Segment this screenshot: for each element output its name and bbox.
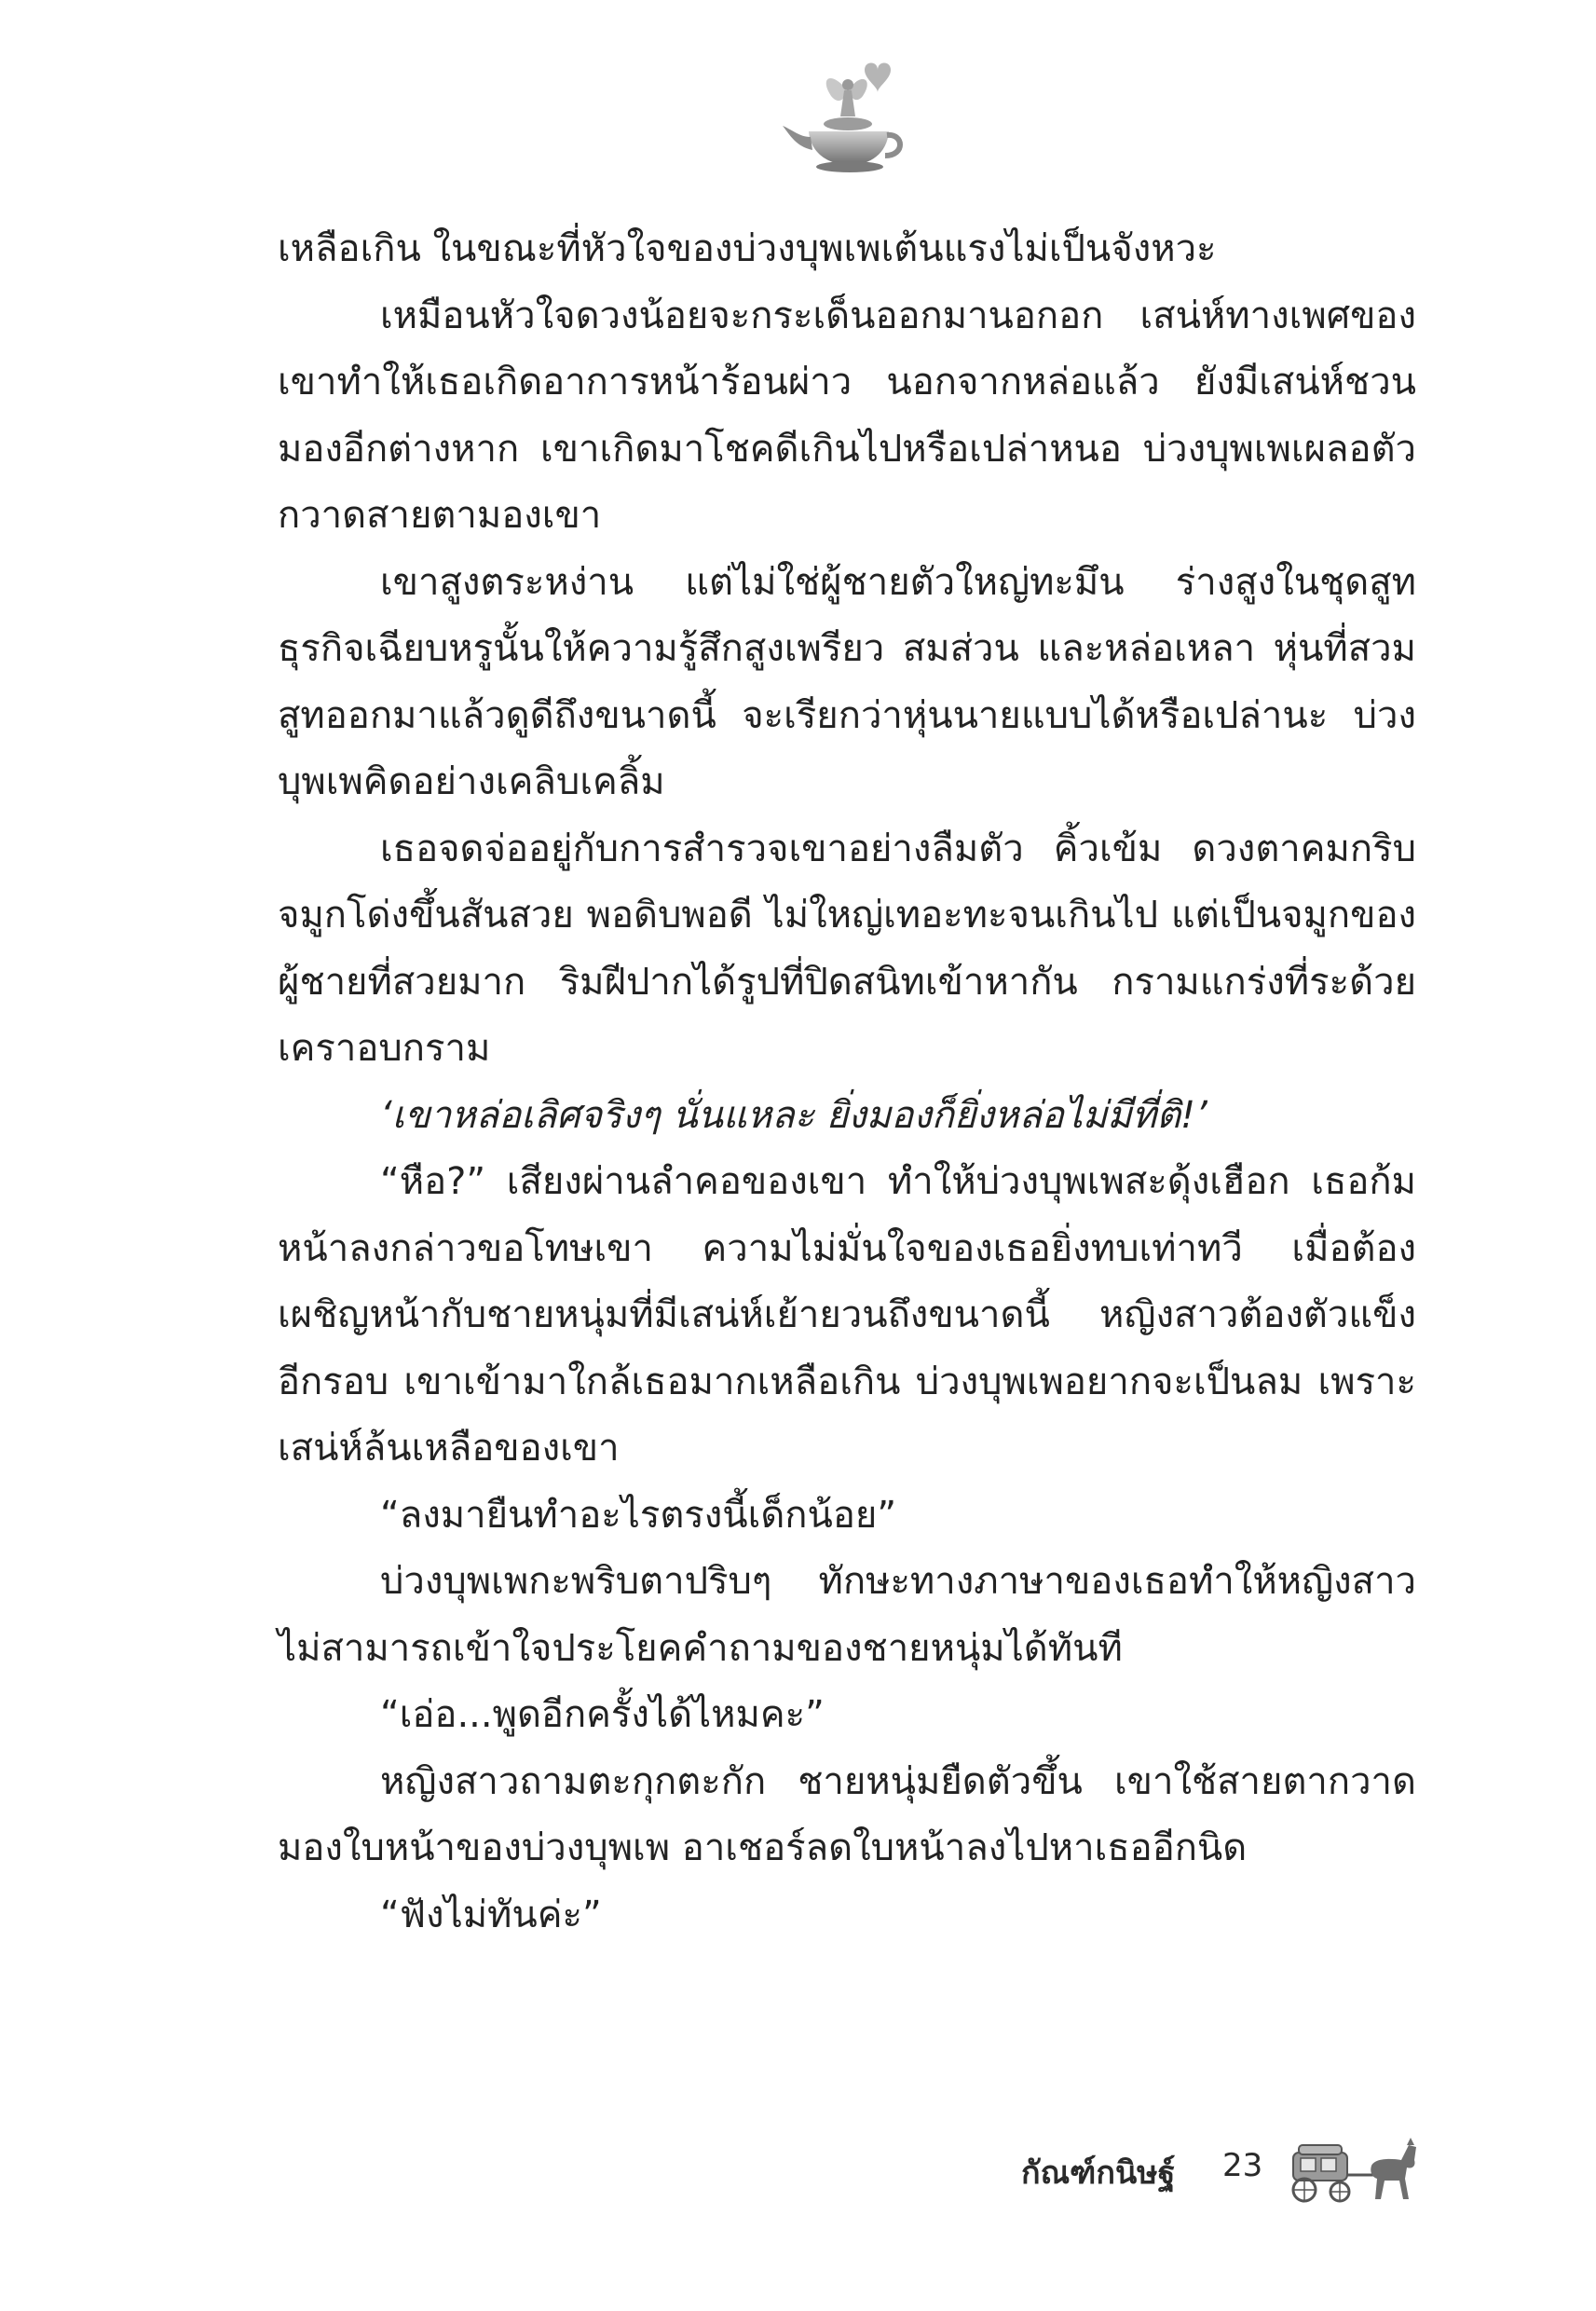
paragraph: บ่วงบุพเพกะพริบตาปริบๆ ทักษะทางภาษาของเธอทำให้หญิงสาวไม่สามารถเข้าใจประโยคคำถามของชายหนุ่มได้ทันที [278,1560,1416,1670]
paragraph: เหลือเกิน ในขณะที่หัวใจของบ่วงบุพเพเต้นแรงไม่เป็นจังหวะ [278,227,1217,270]
paragraph: “หือ?” เสียงผ่านลำคอของเขา ทำให้บ่วงบุพเพสะดุ้งเฮือก เธอก้มหน้าลงกล่าวขอโทษเขา ความไม่มั่นใจของเธอยิ่งทบเท่าทวี เมื่อต้องเผชิญหน้ากับชายหนุ่มที่มีเสน่ห์เย้ายวนถึงขนาดนี้ หญิงสาวต้องตัวแข็งอีกรอบ เขาเข้ามาใกล้เธอมากเหลือเกิน บ่วงบุพเพอยากจะเป็นลม เพราะเสน่ห์ล้นเหลือของเขา [278,1160,1416,1470]
paragraph: เธอจดจ่ออยู่กับการสำรวจเขาอย่างลืมตัว คิ้วเข้ม ดวงตาคมกริบ จมูกโด่งขึ้นสันสวย พอดิบพอดี ไม่ใหญ่เทอะทะจนเกินไป แต่เป็นจมูกของผู้ชายที่สวยมาก ริมฝีปากได้รูปที่ปิดสนิทเข้าหากัน กรามแกร่งที่ระด้วยเคราอบกราม [278,827,1416,1070]
teapot-fairy-icon [773,51,913,182]
dialogue-line: “เอ่อ...พูดอีกครั้งได้ไหมคะ” [380,1693,825,1736]
paragraph: หญิงสาวถามตะกุกตะกัก ชายหนุ่มยืดตัวขึ้น เขาใช้สายตากวาดมองใบหน้าของบ่วงบุพเพ อาเชอร์ลดใบหน้าลงไปหาเธออีกนิด [278,1759,1416,1869]
page-footer [978,2132,1425,2207]
dialogue-line: “ลงมายืนทำอะไรตรงนี้เด็กน้อย” [380,1493,897,1537]
page-number: 23 [1222,2147,1263,2184]
inner-thought: ‘เขาหล่อเลิศจริงๆ นั่นแหละ ยิ่งมองก็ยิ่งหล่อไม่มีที่ติ!’ [380,1093,1207,1137]
book-title: กัณฑ์กนิษฐ์ [1021,2154,1176,2192]
horse-carriage-icon [1286,2132,1425,2207]
paragraph: เขาสูงตระหง่าน แต่ไม่ใช่ผู้ชายตัวใหญ่ทะมึน ร่างสูงในชุดสูทธุรกิจเฉียบหรูนั้นให้ความรู้สึกสูงเพรียว สมส่วน และหล่อเหลา หุ่นที่สวมสูทออกมาแล้วดูดีถึงขนาดนี้ จะเรียกว่าหุ่นนายแบบได้หรือเปล่านะ บ่วงบุพเพคิดอย่างเคลิบเคลิ้ม [278,560,1416,803]
dialogue-line: “ฟังไม่ทันค่ะ” [380,1893,602,1936]
paragraph: เหมือนหัวใจดวงน้อยจะกระเด็นออกมานอกอก เสน่ห์ทางเพศของเขาทำให้เธอเกิดอาการหน้าร้อนผ่าว นอกจากหล่อแล้ว ยังมีเสน่ห์ชวนมองอีกต่างหาก เขาเกิดมาโชคดีเกินไปหรือเปล่าหนอ บ่วงบุพเพเผลอตัวกวาดสายตามองเขา [278,294,1416,537]
book-body-text [278,216,1416,1949]
